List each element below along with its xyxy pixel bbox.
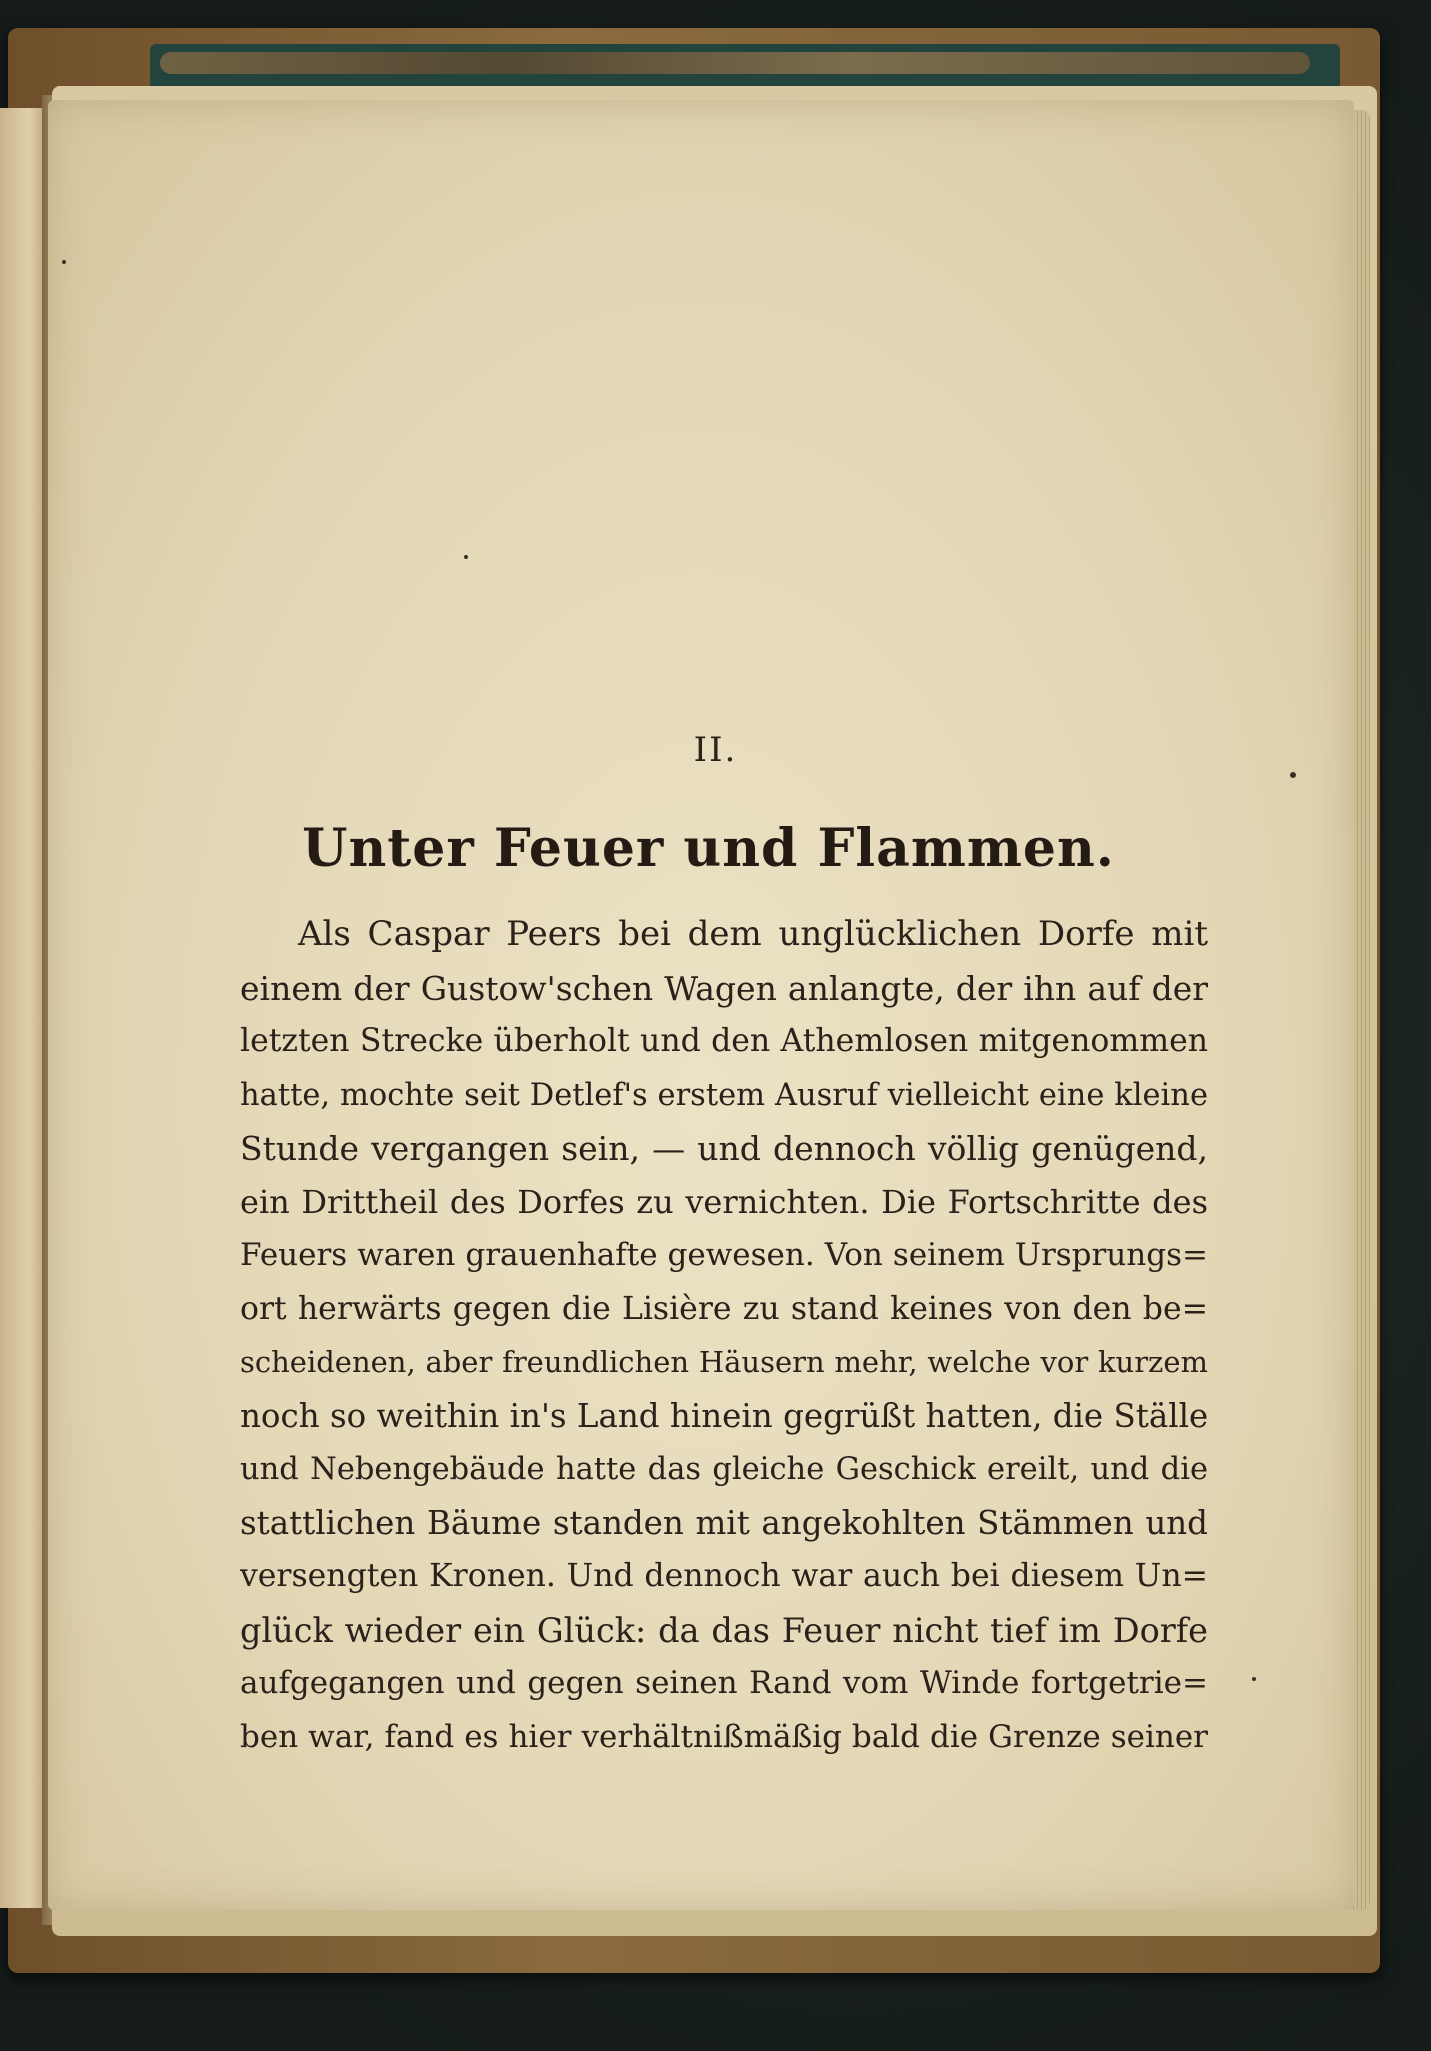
text-line: ort herwärts gegen die Lisière zu stand keines von den be= bbox=[240, 1290, 1208, 1327]
paper-speck bbox=[1252, 1677, 1256, 1681]
paper-speck bbox=[464, 555, 468, 559]
text-line: aufgegangen und gegen seinen Rand vom Winde fortgetrie= bbox=[240, 1665, 1208, 1701]
text-line: glück wieder ein Glück: da das Feuer nicht tief im Dorfe bbox=[240, 1610, 1208, 1650]
worn-cover-edge bbox=[160, 52, 1310, 74]
text-line: versengten Kronen. Und dennoch war auch bei diesem Un= bbox=[240, 1558, 1208, 1594]
text-line: stattlichen Bäume standen mit angekohlten Stämmen und bbox=[240, 1503, 1208, 1542]
paper-speck bbox=[62, 260, 66, 264]
text-line: ben war, fand es hier verhältnißmäßig bald die Grenze seiner bbox=[240, 1718, 1208, 1755]
chapter-numeral: II. bbox=[693, 730, 738, 770]
text-line: Stunde vergangen sein, — und dennoch völlig genügend, bbox=[240, 1129, 1208, 1168]
chapter-title: Unter Feuer und Flammen. bbox=[302, 818, 1115, 879]
text-line: Feuers waren grauenhafte gewesen. Von seinem Ursprungs= bbox=[240, 1237, 1208, 1273]
paper-speck bbox=[1290, 772, 1296, 778]
text-line: scheidenen, aber freundlichen Häusern mehr, welche vor kurzem bbox=[240, 1345, 1208, 1379]
chapter-body-text bbox=[240, 908, 1208, 1764]
text-line: und Nebengebäude hatte das gleiche Geschick ereilt, und die bbox=[240, 1452, 1208, 1487]
text-line: ein Drittheil des Dorfes zu vernichten. Die Fortschritte des bbox=[240, 1182, 1208, 1221]
text-line: letzten Strecke überholt und den Athemlosen mitgenommen bbox=[240, 1023, 1208, 1059]
text-line: hatte, mochte seit Detlef's erstem Ausruf vielleicht eine kleine bbox=[240, 1077, 1208, 1113]
text-line: Als Caspar Peers bei dem unglücklichen Dorfe mit bbox=[298, 914, 1208, 954]
text-line: einem der Gustow'schen Wagen anlangte, der ihn auf der bbox=[240, 968, 1208, 1008]
text-line: noch so weithin in's Land hinein gegrüßt hatten, die Ställe bbox=[240, 1396, 1208, 1435]
